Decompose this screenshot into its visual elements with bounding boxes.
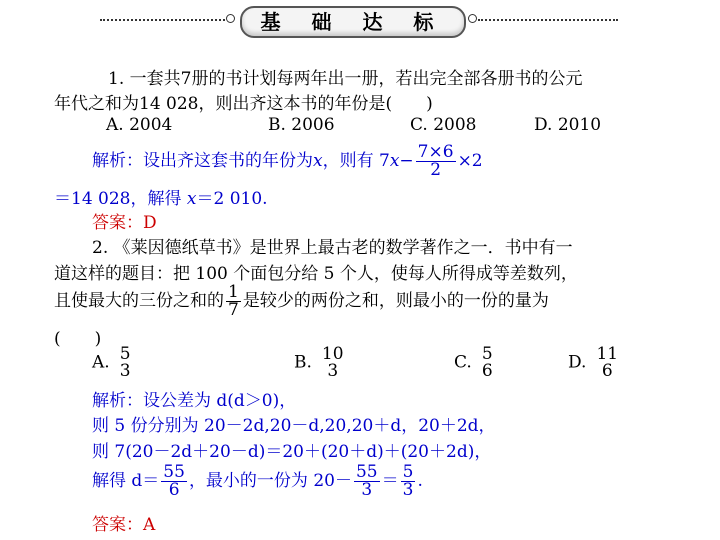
option-fraction [480, 346, 495, 380]
q2-answer: 答案：A [92, 515, 156, 535]
q1-solution-mid: ，则有 7 [322, 151, 390, 171]
q2-solution-line-3: 则 7(20－2d＋20－d)＝20＋(20＋d)＋(20＋2d)， [92, 442, 492, 462]
q1-answer: 答案：D [92, 213, 157, 233]
fraction-denominator: 7 [228, 300, 239, 320]
q2-option-d [568, 346, 622, 380]
fraction-numerator: 10 [321, 344, 344, 364]
q2-line-4: ( ) [54, 329, 102, 349]
header-rule-left [100, 19, 225, 21]
header-ring-right [468, 14, 477, 23]
option-label: A. [92, 352, 110, 373]
q2-solution-end: . [417, 471, 423, 491]
option-fraction [118, 346, 133, 380]
q2-line-2: 道这样的题目：把 100 个面包分给 5 个人，使每人所得成等差数列， [54, 264, 578, 284]
fraction-numerator: 11 [596, 344, 619, 364]
fraction-denominator: 6 [601, 361, 613, 381]
q2-line-3-start: 且使最大的三份之和的 [54, 291, 224, 311]
fraction-denominator: 3 [327, 361, 339, 381]
q2-solution-equals: ＝ [381, 471, 399, 491]
fraction-numerator: 55 [355, 462, 378, 482]
q2-solution-fraction-1 [161, 464, 187, 499]
fraction-numerator: 5 [481, 344, 493, 364]
q2-fraction-one-seventh [226, 284, 241, 319]
fraction-denominator: 2 [430, 160, 442, 180]
header-rule-right [478, 19, 618, 21]
q2-solution-middle: ，最小的一份为 20－ [188, 471, 352, 491]
q1-option-b: B. 2006 [268, 115, 335, 135]
q1-solution-suffix: ×2 [457, 151, 483, 171]
fraction-denominator: 3 [402, 480, 414, 500]
q2-solution-prefix: 解得 d＝ [92, 471, 160, 491]
q1-line-2: 年代之和为14 028，则出齐这本书的年份是( ) [54, 94, 433, 114]
option-label: D. [568, 352, 587, 373]
q1-option-d: D. 2010 [534, 115, 602, 135]
q1-solution-prefix: 解析：设出齐这套书的年份为 [92, 151, 313, 171]
q2-solution-line-1: 解析：设公差为 d(d＞0)， [92, 391, 297, 411]
q2-solution-fraction-3 [401, 464, 416, 499]
q1-option-a: A. 2004 [106, 115, 173, 135]
option-fraction [594, 346, 620, 380]
q1-solution-var-3: x [186, 189, 197, 209]
section-title: 基 础 达 标 [240, 6, 466, 38]
fraction-denominator: 6 [168, 480, 180, 500]
option-fraction [320, 346, 346, 380]
fraction-numerator: 5 [402, 462, 414, 482]
q2-line-3 [54, 284, 549, 319]
q1-solution-var-2: x [389, 151, 400, 171]
q2-option-b [294, 346, 348, 380]
q2-solution-line-4 [92, 464, 423, 499]
q1-solution-var: x [313, 151, 323, 171]
fraction-numerator: 5 [119, 344, 131, 364]
q2-option-c [454, 346, 497, 380]
fraction-denominator: 3 [119, 361, 131, 381]
q1-solution-minus: − [399, 151, 414, 171]
q1-solution-fraction [416, 144, 456, 179]
q1-solution-result: ＝2 010. [196, 189, 268, 209]
option-label: C. [454, 352, 472, 373]
q2-solution-fraction-2 [354, 464, 380, 499]
q2-solution-line-2: 则 5 份分别为 20－2d,20－d,20,20＋d，20＋2d， [92, 416, 496, 436]
fraction-numerator: 7×6 [417, 142, 454, 162]
fraction-denominator: 3 [361, 480, 373, 500]
header-ring-left [226, 14, 235, 23]
q1-line-1: 1. 一套共7册的书计划每两年出一册，若出完全部各册书的公元 [108, 69, 583, 89]
fraction-denominator: 6 [481, 361, 493, 381]
q1-solution-line-1 [92, 144, 483, 179]
q2-line-3-end: 是较少的两份之和，则最小的一份的量为 [242, 291, 549, 311]
q1-solution-line-2 [54, 184, 268, 209]
fraction-numerator: 55 [163, 462, 185, 482]
q2-line-1: 2. 《莱因德纸草书》是世界上最古老的数学著作之一．书中有一 [92, 238, 573, 258]
option-label: B. [294, 352, 312, 373]
q2-option-a [92, 346, 135, 380]
q1-option-c: C. 2008 [410, 115, 477, 135]
q1-solution-equation: ＝14 028，解得 [54, 189, 182, 209]
fraction-numerator: 1 [228, 282, 239, 302]
